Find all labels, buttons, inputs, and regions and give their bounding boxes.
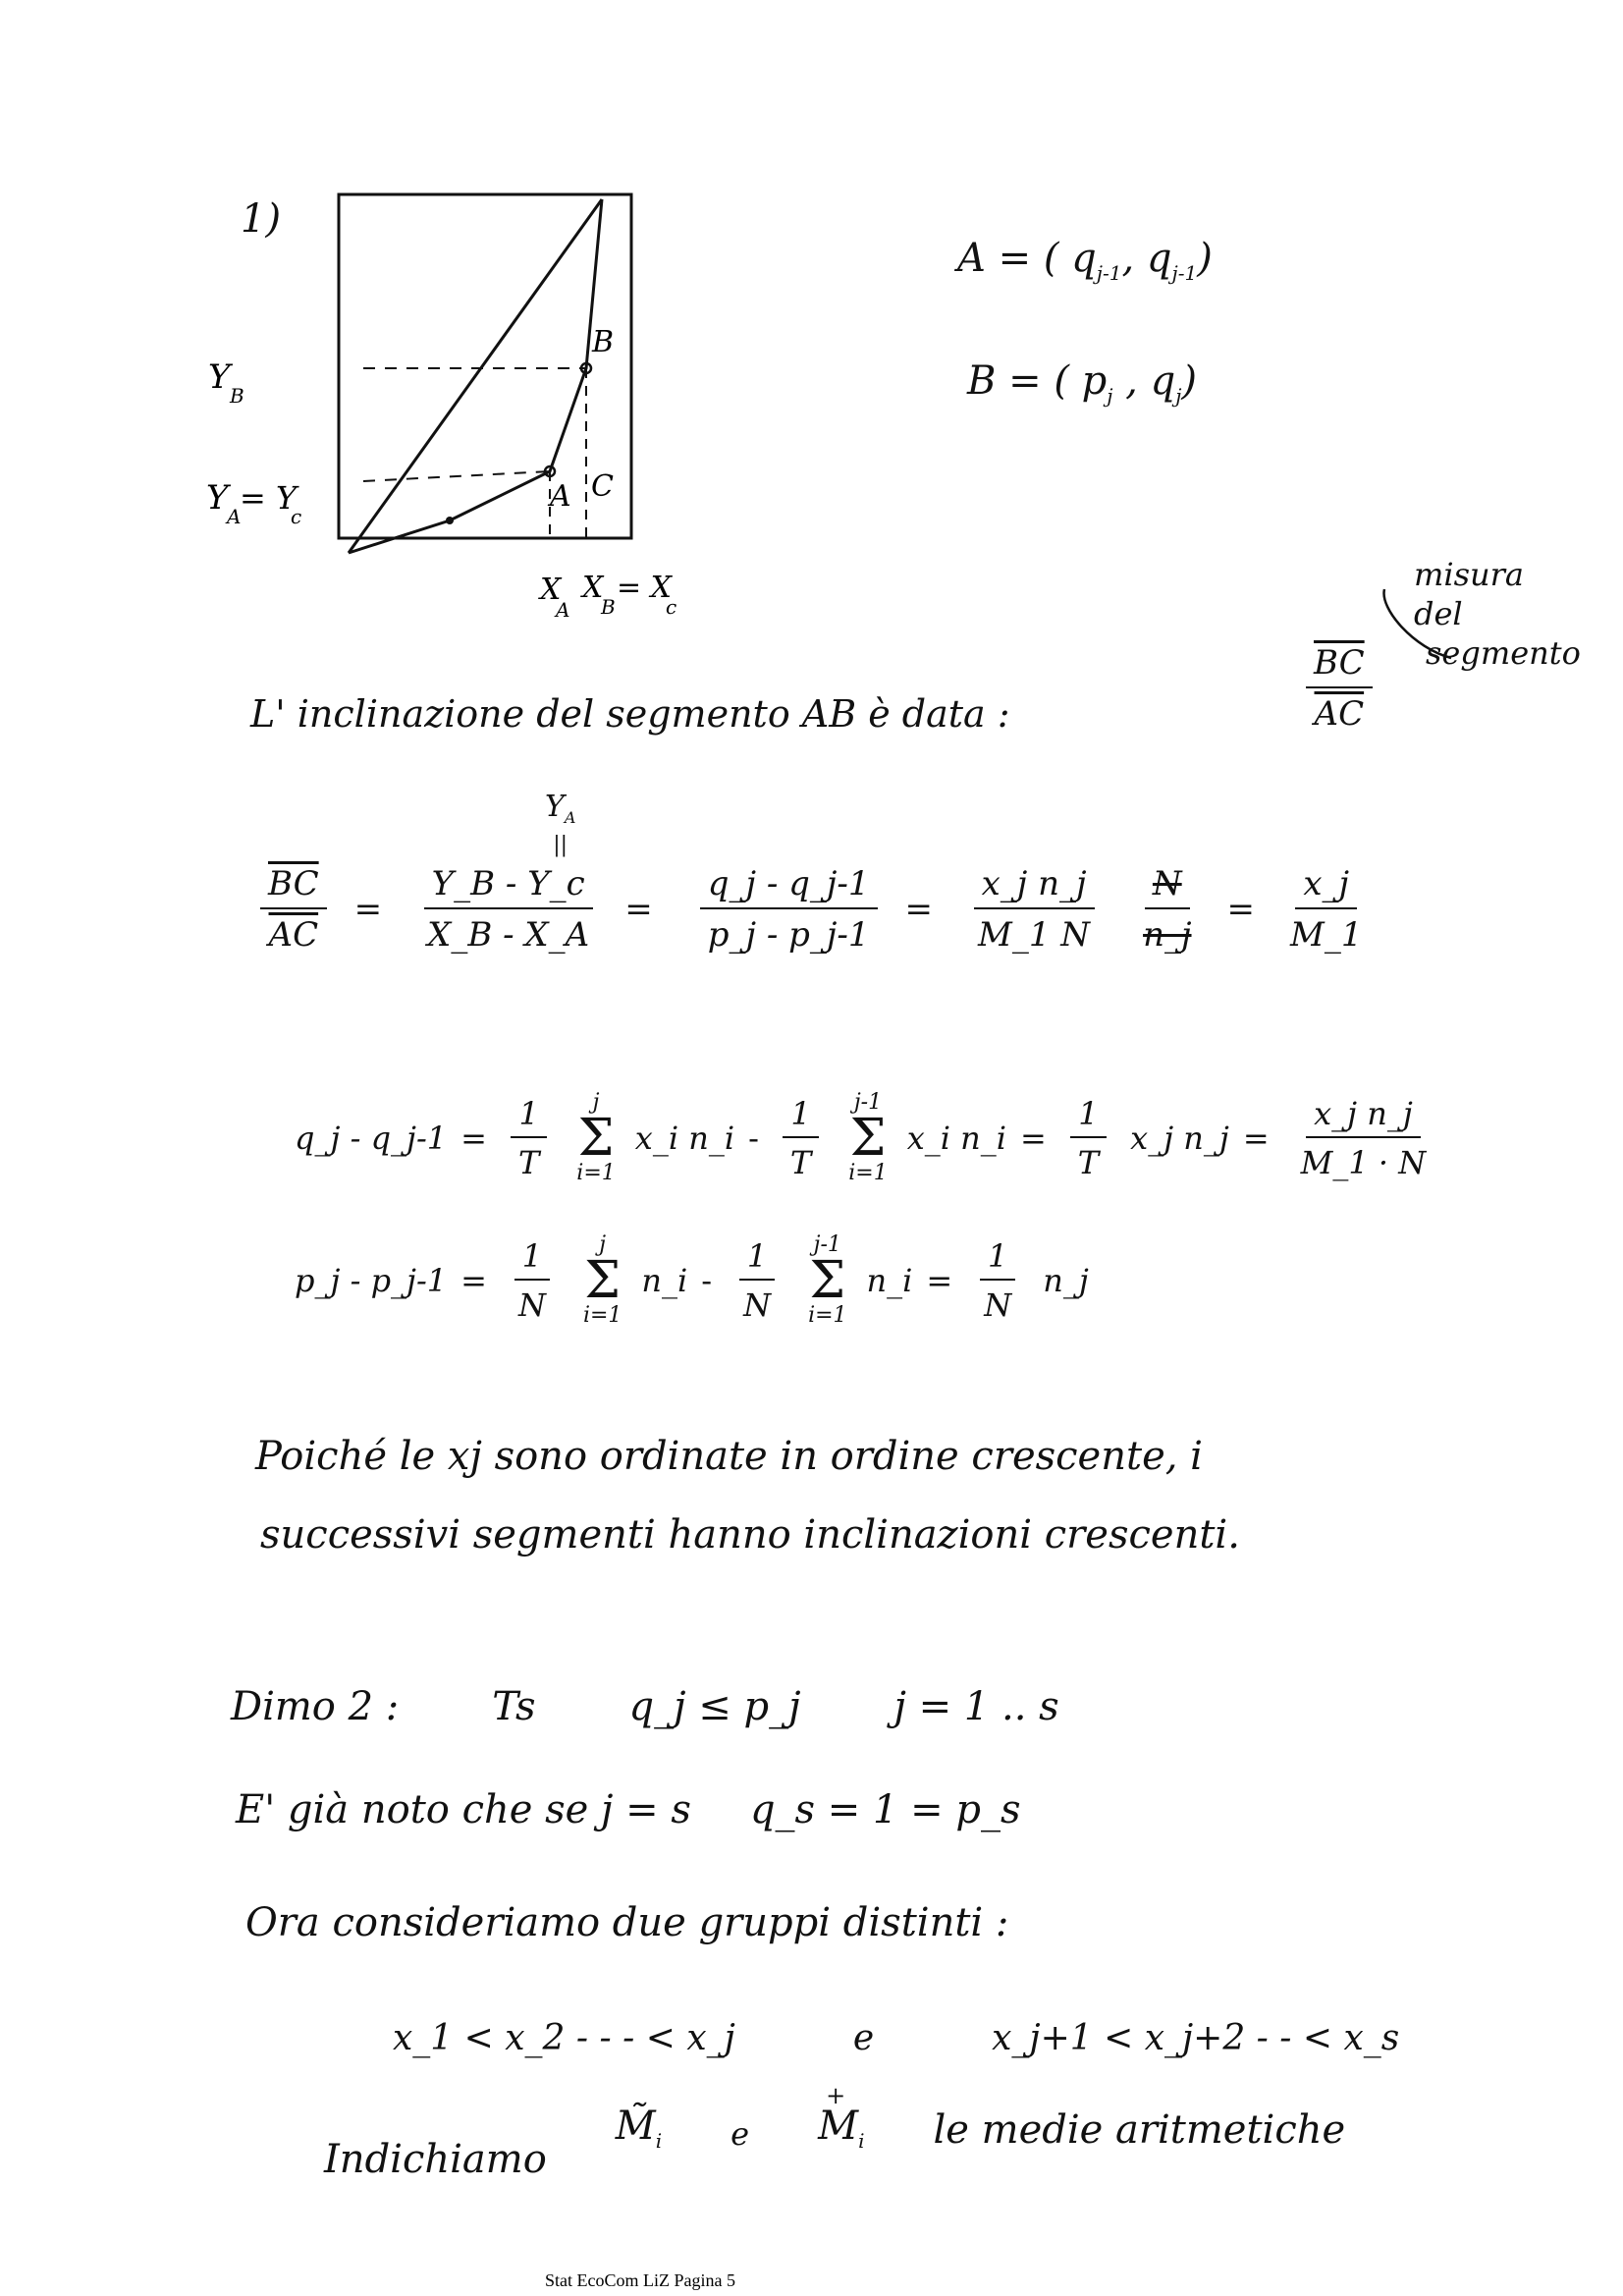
eq1-f4-den: M_1 N	[978, 915, 1091, 955]
point-c-label: C	[591, 469, 614, 504]
eq3-lhs: p_j - p_j-1	[295, 1262, 448, 1299]
slope-sentence	[250, 692, 1010, 736]
curve-point-marker	[446, 517, 454, 524]
xb-label-sub: B	[601, 595, 616, 619]
slope-frac-den: AC	[1314, 694, 1365, 734]
page-footer: Stat EcoCom LiZ Pagina 5	[545, 2270, 735, 2290]
margin-note-line2: del	[1414, 595, 1463, 632]
xa-label: X	[540, 573, 562, 607]
known-eq: q_s = 1 = p_s	[749, 1787, 1021, 1832]
slope-frac-num: $\overline{BC}$	[1306, 643, 1373, 688]
yb-label-sub: B	[230, 384, 244, 408]
eq1-f6-den: M_1	[1290, 915, 1363, 955]
eq1-f3-den: p_j - p_j-1	[707, 915, 870, 955]
point-a-label: A	[550, 479, 571, 514]
means-rest: le medie aritmetiche	[933, 2107, 1346, 2153]
eq1-f2-num: Y_B - Y_c	[424, 864, 593, 909]
known-line	[236, 1787, 1021, 1832]
point-b-definition: B = ( $p_j$ , $q_j$)	[967, 358, 1198, 408]
dimo2-ineq: q_j ≤ p_j	[628, 1684, 801, 1729]
lorenz-diagram	[0, 0, 1623, 687]
yc-label-sub: c	[291, 505, 302, 528]
margin-note-line1: misura	[1414, 556, 1524, 593]
section-number: 1)	[241, 196, 282, 242]
eq1-f5-num: N	[1145, 864, 1190, 909]
eq1-f5-den: n_j	[1143, 915, 1192, 955]
dimo2-ts: Ts	[492, 1684, 536, 1729]
eq2-lhs: q_j - q_j-1	[295, 1120, 448, 1157]
ya-label-sub: A	[227, 505, 242, 528]
slope-sentence-text: L' inclinazione del segmento AB è data :	[250, 692, 1010, 736]
groups-line: Ora consideriamo due gruppi distinti :	[245, 1900, 1009, 1945]
eq1-f3-num: q_j - q_j-1	[700, 864, 878, 909]
means-line	[0, 2082, 1623, 2182]
conclusion-line1: Poiché le xj sono ordinate in ordine crescente, i	[255, 1434, 1203, 1479]
eq1-f6-num: x_j	[1295, 864, 1357, 909]
xa-label-sub: A	[556, 598, 570, 622]
dimo2-line	[231, 1684, 1059, 1729]
eq1-f2-den: X_B - X_A	[427, 915, 590, 955]
point-b-label: B	[592, 325, 615, 359]
point-a-definition: A = ( $q_{j-1}$, $q_{j-1}$)	[957, 236, 1213, 285]
ordering-right: x_j+1 < x_j+2 - - < x_s	[992, 2018, 1400, 2058]
yb-label: Y	[208, 357, 231, 397]
means-prefix: Indichiamo	[324, 2137, 547, 2182]
ordering-conj: e	[852, 2018, 875, 2058]
known-text: E' già noto che se j = s	[236, 1787, 691, 1832]
xb-label: X	[582, 571, 604, 605]
yc-label: = Y	[240, 479, 298, 517]
means-conj: e	[730, 2115, 750, 2153]
margin-note	[1414, 555, 1581, 673]
equation-slope: $\frac{\overline{BC}}{AC}$ = $\frac{Y\_B - Y\_c}{X\_B - X\_A}$ = $\frac{q\_j - q\_j-1}{p\_j - p\_j-1}$ = $\frac{\text{x\_j n\_j}}{M\_1 N}$ $\frac{N}{n\_j}$ = $\frac{x\_j}{M\_1}$	[250, 864, 1380, 955]
eq1-lhs-num: $\overline{BC}$	[260, 864, 327, 909]
equation-q-diff: q_j - q_j-1 = $\frac{1}{T}$ j Σ i=1 x_i n_i - $\frac{1}{T}$ j-1 Σ i=1 x_i n_i = $\frac{1}{T}$ x_j n_j = $\frac{\text{x\_j n\_j}}{M\_1 \cdot N}$	[295, 1090, 1427, 1185]
equation-p-diff: p_j - p_j-1 = $\frac{1}{N}$ j Σ i=1 n_i - $\frac{1}{N}$ j-1 Σ i=1 n_i = $\frac{1}{N}$ n_j	[295, 1232, 1089, 1328]
means-m-plus: + $M_i$	[818, 2082, 865, 2153]
conclusion-line2: successivi segmenti hanno inclinazioni crescenti.	[260, 1512, 1240, 1558]
dimo2-label: Dimo 2 :	[231, 1684, 400, 1729]
xc-label-sub: c	[666, 595, 677, 619]
dimo2-range: j = 1 .. s	[893, 1684, 1059, 1729]
slope-fraction	[1296, 643, 1382, 734]
ordering-line	[393, 2018, 1399, 2058]
margin-note-line3: segmento	[1426, 634, 1581, 672]
ordering-left: x_1 < x_2 - - - < x_j	[393, 2018, 735, 2058]
eq1-lhs-den: AC	[268, 915, 319, 955]
ya-guide	[363, 471, 550, 481]
ya-annotation: $Y_A$ ||	[545, 790, 576, 857]
means-m-minus: $M̃_i$	[615, 2104, 663, 2153]
xc-label: = X	[617, 571, 673, 605]
ya-label: Y	[206, 478, 229, 518]
eq1-f4-num: x_j n_j	[974, 864, 1095, 909]
